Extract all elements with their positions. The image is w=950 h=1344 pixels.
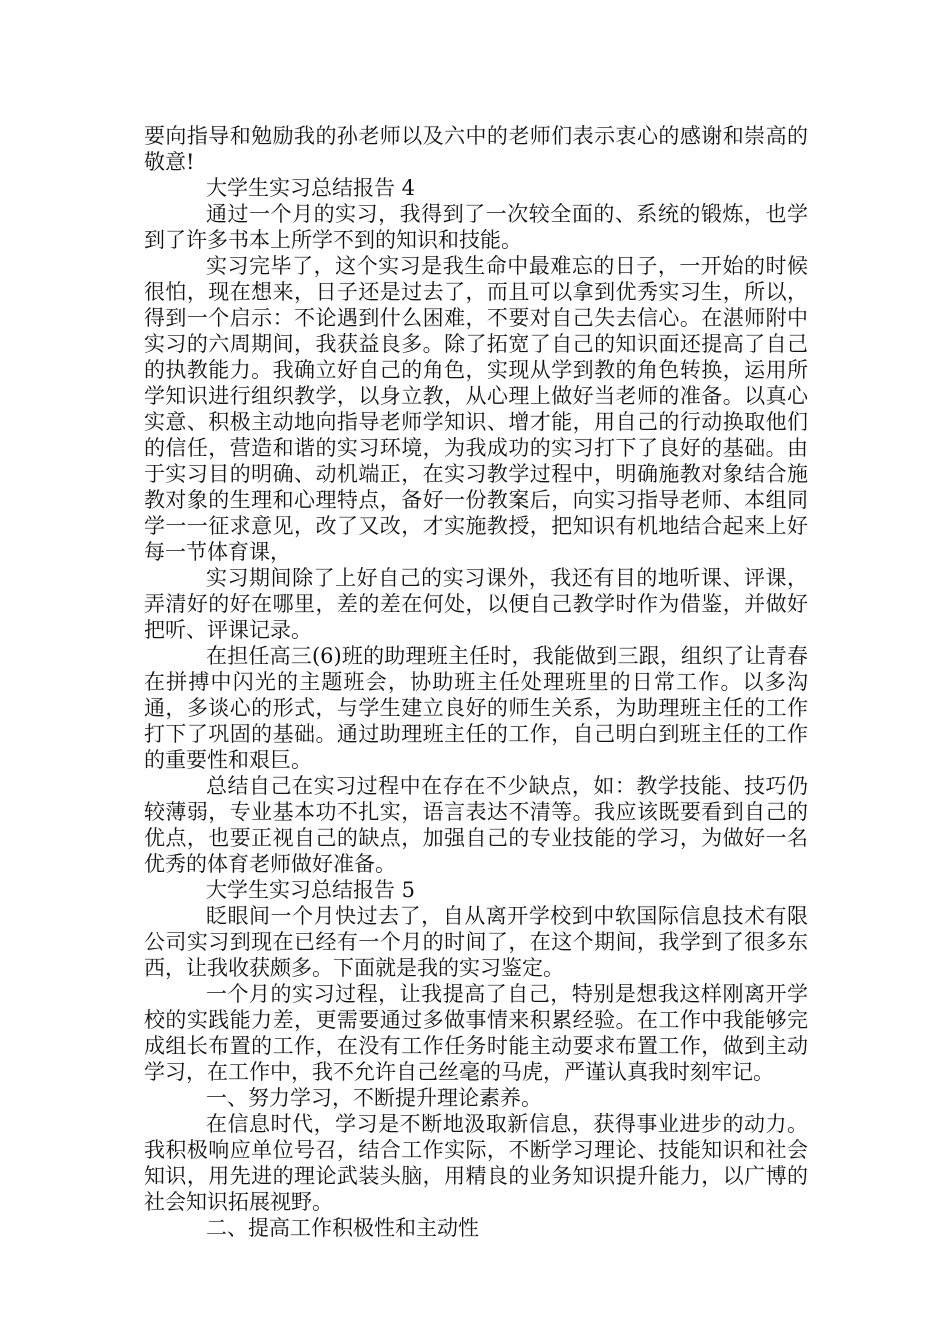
subheading-initiative: 二、提高工作积极性和主动性: [206, 1216, 479, 1240]
paragraph: 实习完毕了，这个实习是我生命中最难忘的日子，一开始的时候很怕，现在想来，日子还是过去了，而且可以拿到优秀实习生，所以，得到一个启示：不论遇到什么困难，不要对自己失去信心。在湛师附中实习的六周期间，我获益良多。除了拓宽了自己的知识面还提高了自己的执教能力。我确立好自己的角色，实现从学到教的角色转换，运用所学知识进行组织教学，以身立教，从心理上做好当老师的准备。以真心实意、积极主动地向指导老师学知识、增才能，用自己的行动换取他们的信任，营造和谐的实习环境，为我成功的实习打下了良好的基础。由于实习目的明确、动机端正，在实习教学过程中，明确施教对象结合施教对象的生理和心理特点，备好一份教案后，向实习指导老师、本组同学一一征求意见，改了又改，才实施教授，把知识有机地结合起来上好每一节体育课，: [144, 254, 808, 564]
subheading-study: 一、努力学习，不断提升理论素养。: [206, 1086, 542, 1110]
paragraph: 眨眼间一个月快过去了，自从离开学校到中软国际信息技术有限公司实习到现在已经有一个月的时间了，在这个期间，我学到了很多东西，让我收获颇多。下面就是我的实习鉴定。: [144, 904, 808, 980]
paragraph: 总结自己在实习过程中在存在不少缺点，如：教学技能、技巧仍较薄弱，专业基本功不扎实，语言表达不清等。我应该既要看到自己的优点，也要正视自己的缺点，加强自己的专业技能的学习，为做好一名优秀的体育老师做好准备。: [144, 774, 808, 876]
section-heading-report-4: 大学生实习总结报告 4: [206, 176, 416, 200]
paragraph: 实习期间除了上好自己的实习课外，我还有目的地听课、评课，弄清好的好在哪里，差的差在何处，以便自己教学时作为借鉴，并做好把听、评课记录。: [144, 566, 808, 642]
paragraph-closing-thanks: 要向指导和勉励我的孙老师以及六中的老师们表示衷心的感谢和崇高的敬意!: [144, 124, 808, 174]
document-body: [144, 123, 808, 1241]
paragraph: 在信息时代，学习是不断地汲取新信息，获得事业进步的动力。我积极响应单位号召，结合工作实际，不断学习理论、技能知识和社会知识，用先进的理论武装头脑，用精良的业务知识提升能力，以广博的社会知识拓展视野。: [144, 1112, 808, 1214]
section-heading-report-5: 大学生实习总结报告 5: [206, 878, 416, 902]
paragraph: 一个月的实习过程，让我提高了自己，特别是想我这样刚离开学校的实践能力差，更需要通过多做事情来积累经验。在工作中我能够完成组长布置的工作，在没有工作任务时能主动要求布置工作，做到主动学习，在工作中，我不允许自己丝毫的马虎，严谨认真我时刻牢记。: [144, 982, 808, 1084]
paragraph: 在担任高三(6)班的助理班主任时，我能做到三跟，组织了让青春在拼搏中闪光的主题班会，协助班主任处理班里的日常工作。以多沟通，多谈心的形式，与学生建立良好的师生关系，为助理班主任的工作打下了巩固的基础。通过助理班主任的工作，自己明白到班主任的工作的重要性和艰巨。: [144, 644, 808, 772]
paragraph: 通过一个月的实习，我得到了一次较全面的、系统的锻炼，也学到了许多书本上所学不到的知识和技能。: [144, 202, 808, 252]
